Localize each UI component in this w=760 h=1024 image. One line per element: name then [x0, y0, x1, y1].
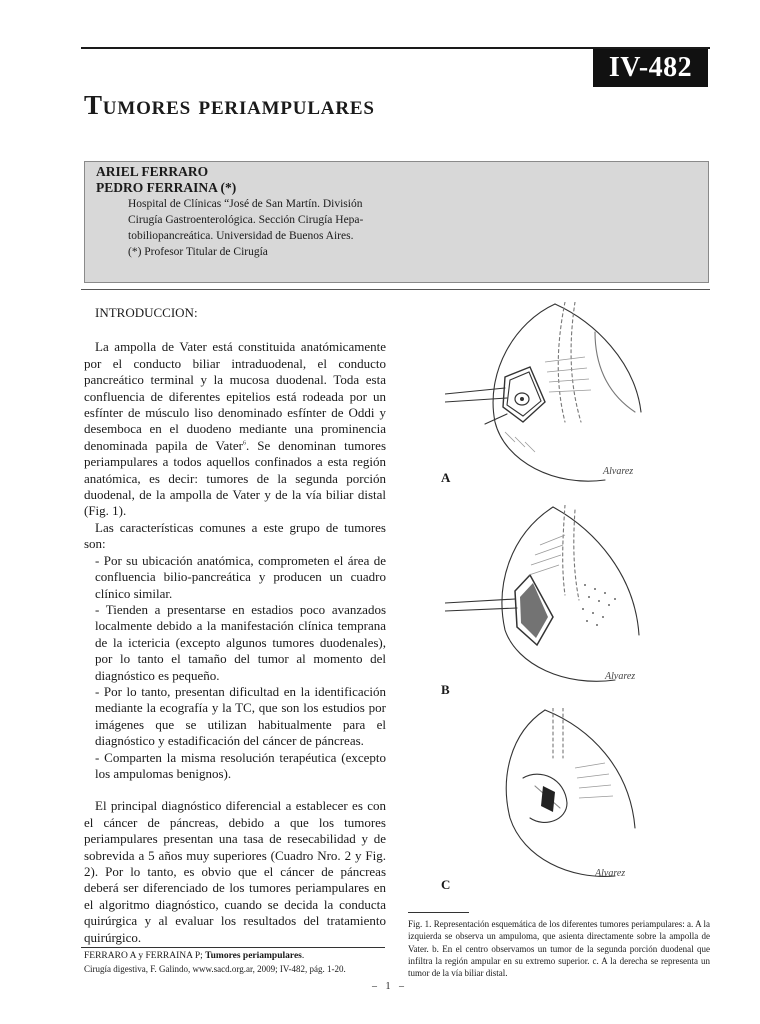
affiliation-line: (*) Profesor Titular de Cirugía	[128, 246, 268, 258]
paragraph: El principal diagnóstico diferencial a establecer es con el cáncer de páncreas, debido a que los tumores periampulares presentan una tasa de resecabilidad y de sobrevida a 5 años muy superiores (Cuadro Nro. 2 y Fig. 2). Por lo tanto, es obvio que el cáncer de páncreas deberá ser diferenciado de los tumores periampulares en el algoritmo diagnóstico, cuando se decida la conducta quirúrgica y al evaluar los resultados del tratamiento quirúrgico.	[84, 798, 386, 945]
body-text	[84, 305, 386, 946]
illustrator-signature: Alvarez	[595, 868, 626, 879]
affiliation-line: Cirugía Gastroenterológica. Sección Cirugía Hepa-	[128, 214, 364, 226]
figure-label-c: C	[441, 877, 451, 892]
illustrator-signature: Alvarez	[605, 671, 636, 682]
paragraph	[84, 339, 386, 519]
author-affiliation	[128, 196, 398, 260]
citation-source: Cirugía digestiva, F. Galindo, www.sacd.org.ar, 2009; IV-482, pág. 1-20.	[84, 964, 346, 974]
citation	[84, 951, 304, 961]
paragraph-text: La ampolla de Vater está constituida anatómicamente por el conducto biliar intraduodenal, el conducto pancreático terminal y la mucosa duodenal. Toda esta confluencia de diferentes epitelios está rodeada por un esfínter de músculo liso denominado esfínter de Oddi y desemboca en el duodeno mediante una prominencia denominada papila de Vater	[84, 339, 386, 453]
footer-rule	[81, 947, 385, 948]
paragraph-text: . Se denominan tumores periampulares a todos aquellos confinados a esta región anatómica, es decir: tumores de la segunda porción duodenal, de la ampolla de Vater y de la vía biliar distal (Fig. 1).	[84, 437, 386, 519]
affiliation-line: tobiliopancreática. Universidad de Buenos Aires.	[128, 230, 354, 242]
author-name: ARIEL FERRARO	[96, 164, 209, 179]
list-item: - Comparten la misma resolución terapéutica (excepto los ampulomas benignos).	[95, 749, 386, 781]
figure-caption: Fig. 1. Representación esquemática de los diferentes tumores periampulares: a. A la izquierda se observa un ampuloma, que asienta directamente sobre la ampolla de Vater. b. En el centro observamos un tumor de la segunda porción duodenal que infiltra la región ampular en su extremo superior. c. A la derecha se representa un tumor de la vía biliar distal.	[408, 919, 710, 979]
citation-authors: FERRARO A y FERRAINA P;	[84, 951, 206, 961]
author-name: PEDRO FERRAINA (*)	[96, 180, 237, 195]
list-item: - Tienden a presentarse en estadios poco avanzados localmente debido a la manifestación clínica temprana de la ictericia (excepto algunos tumores duodenales), por lo tanto el tamaño del tumor al momento del diagnóstico es pequeño.	[95, 601, 386, 683]
section-heading: INTRODUCCION:	[95, 305, 198, 320]
figure-b-illustration	[445, 505, 645, 695]
reference-marker: 6	[242, 440, 246, 447]
citation-title: Tumores periampulares	[205, 951, 302, 961]
author-names	[96, 164, 236, 196]
figure-label-a: A	[441, 470, 451, 485]
citation-end: .	[301, 951, 305, 961]
affiliation-line: Hospital de Clínicas “José de San Martín. División	[128, 198, 363, 210]
chapter-code-badge: IV-482	[593, 49, 708, 87]
caption-rule	[408, 912, 469, 913]
article-title: Tumores periampulares	[84, 90, 375, 120]
list-item: - Por su ubicación anatómica, comprometen el área de confluencia bilio-pancreática y producen un cuadro clínico similar.	[95, 552, 386, 601]
list-item: - Por lo tanto, presentan dificultad en la identificación mediante la ecografía y la TC, que son los estudios por imágenes que se utilizan habitualmente para el diagnóstico y estadificación del cáncer de páncreas.	[95, 683, 386, 749]
figure-c-illustration	[445, 708, 645, 888]
illustrator-signature: Alvarez	[603, 466, 634, 477]
paragraph: Las características comunes a este grupo de tumores son:	[84, 519, 386, 552]
section-rule	[81, 289, 710, 290]
figure-label-b: B	[441, 682, 450, 697]
figure-a-illustration	[445, 302, 645, 492]
author-box	[84, 161, 709, 283]
page-number: – 1 –	[372, 981, 407, 992]
